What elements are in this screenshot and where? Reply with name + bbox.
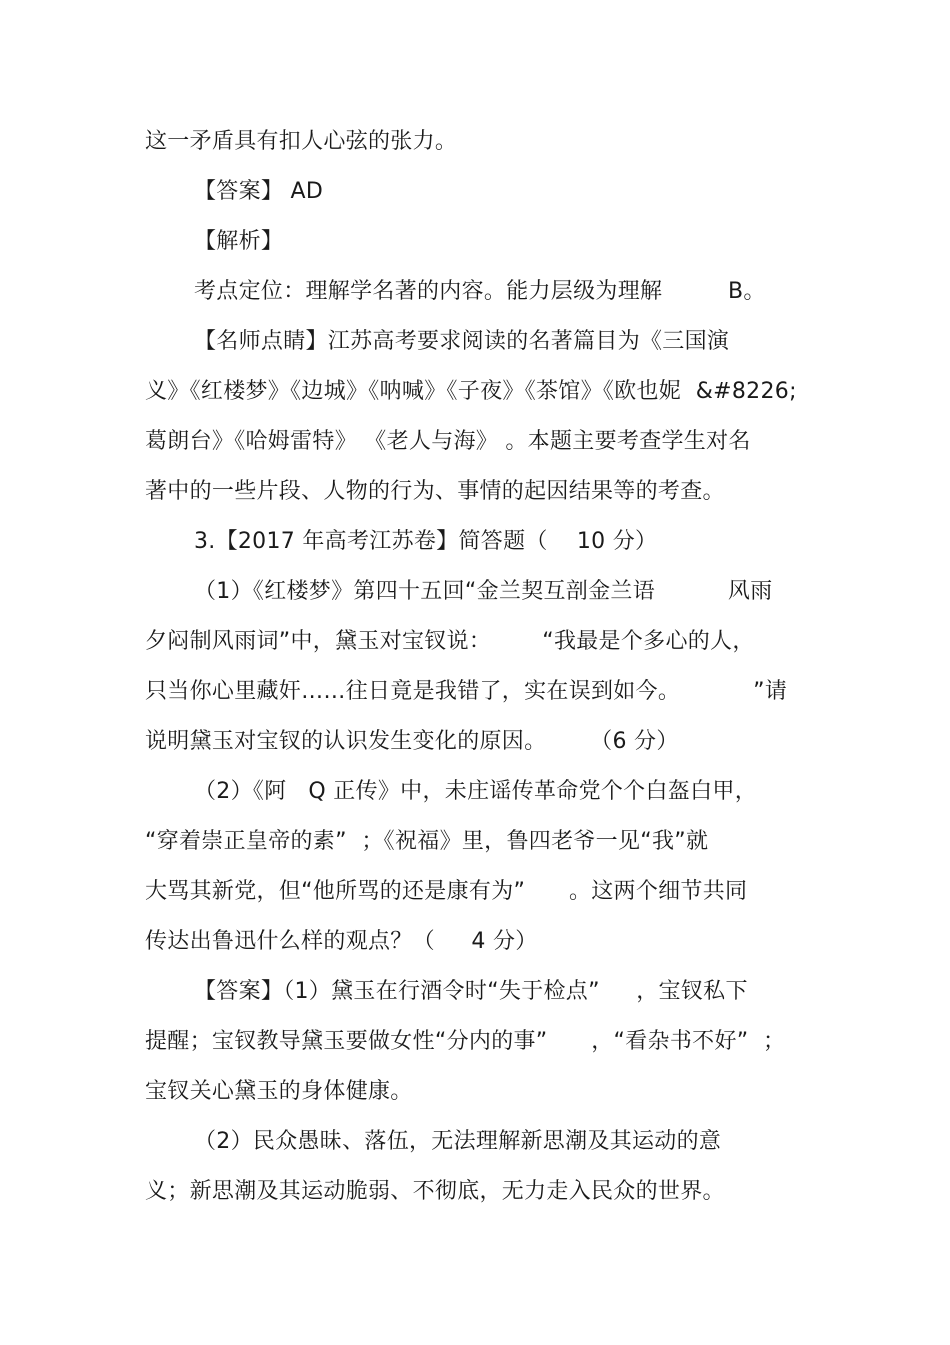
answer-3-2-line-2: 义；新思潮及其运动脆弱、不彻底，无力走入民众的世界。 [145,1179,725,1204]
question-3-1-line-4: 说明黛玉对宝钗的认识发生变化的原因。 （6 分） [145,729,679,754]
teacher-note-line-3: 葛朗台》《哈姆雷特》 《老人与海》 。本题主要考查学生对名 [145,429,751,454]
answer-3-1-line-3: 宝钗关心黛玉的身体健康。 [145,1079,413,1104]
question-3-1-line-3: 只当你心里藏奸……往日竟是我错了，实在误到如今。 ”请 [145,679,788,704]
question-3-heading: 3.【2017 年高考江苏卷】简答题（ 10 分） [194,529,658,554]
text-line-intro: 这一矛盾具有扣人心弦的张力。 [145,129,458,154]
teacher-note-line-4: 著中的一些片段、人物的行为、事情的起因结果等的考查。 [145,479,725,504]
question-3-1-line-1: （1）《红楼梦》第四十五回“金兰契互剖金兰语 风雨 [194,579,773,604]
teacher-note-line-2: 义》《红楼梦》《边城》《呐喊》《子夜》《茶馆》《欧也妮 &#8226; [145,379,797,404]
answer-line-1: 【答案】 AD [194,179,324,204]
answer-3-1-line-1: 【答案】（1）黛玉在行酒令时“失于检点” ，宝钗私下 [194,979,748,1004]
question-3-2-line-1: （2）《阿 Q 正传》中，未庄谣传革命党个个白盔白甲， [194,779,757,804]
question-3-2-line-2: “穿着崇正皇帝的素” ；《祝福》里，鲁四老爷一见“我”就 [145,829,709,854]
analysis-heading: 【解析】 [194,229,284,254]
exam-point-line: 考点定位：理解学名著的内容。能力层级为理解 B。 [194,279,766,304]
answer-3-2-line-1: （2）民众愚昧、落伍，无法理解新思潮及其运动的意 [194,1129,722,1154]
question-3-1-line-2: 夕闷制风雨词”中，黛玉对宝钗说： “我最是个多心的人， [145,629,755,654]
question-3-2-line-3: 大骂其新党，但“他所骂的还是康有为” 。这两个细节共同 [145,879,748,904]
question-3-2-line-4: 传达出鲁迅什么样的观点？（ 4 分） [145,929,538,954]
teacher-note-line-1: 【名师点睛】江苏高考要求阅读的名著篇目为《三国演 [194,329,730,354]
answer-3-1-line-2: 提醒；宝钗教导黛玉要做女性“分内的事” ，“看杂书不好” ； [145,1029,786,1054]
